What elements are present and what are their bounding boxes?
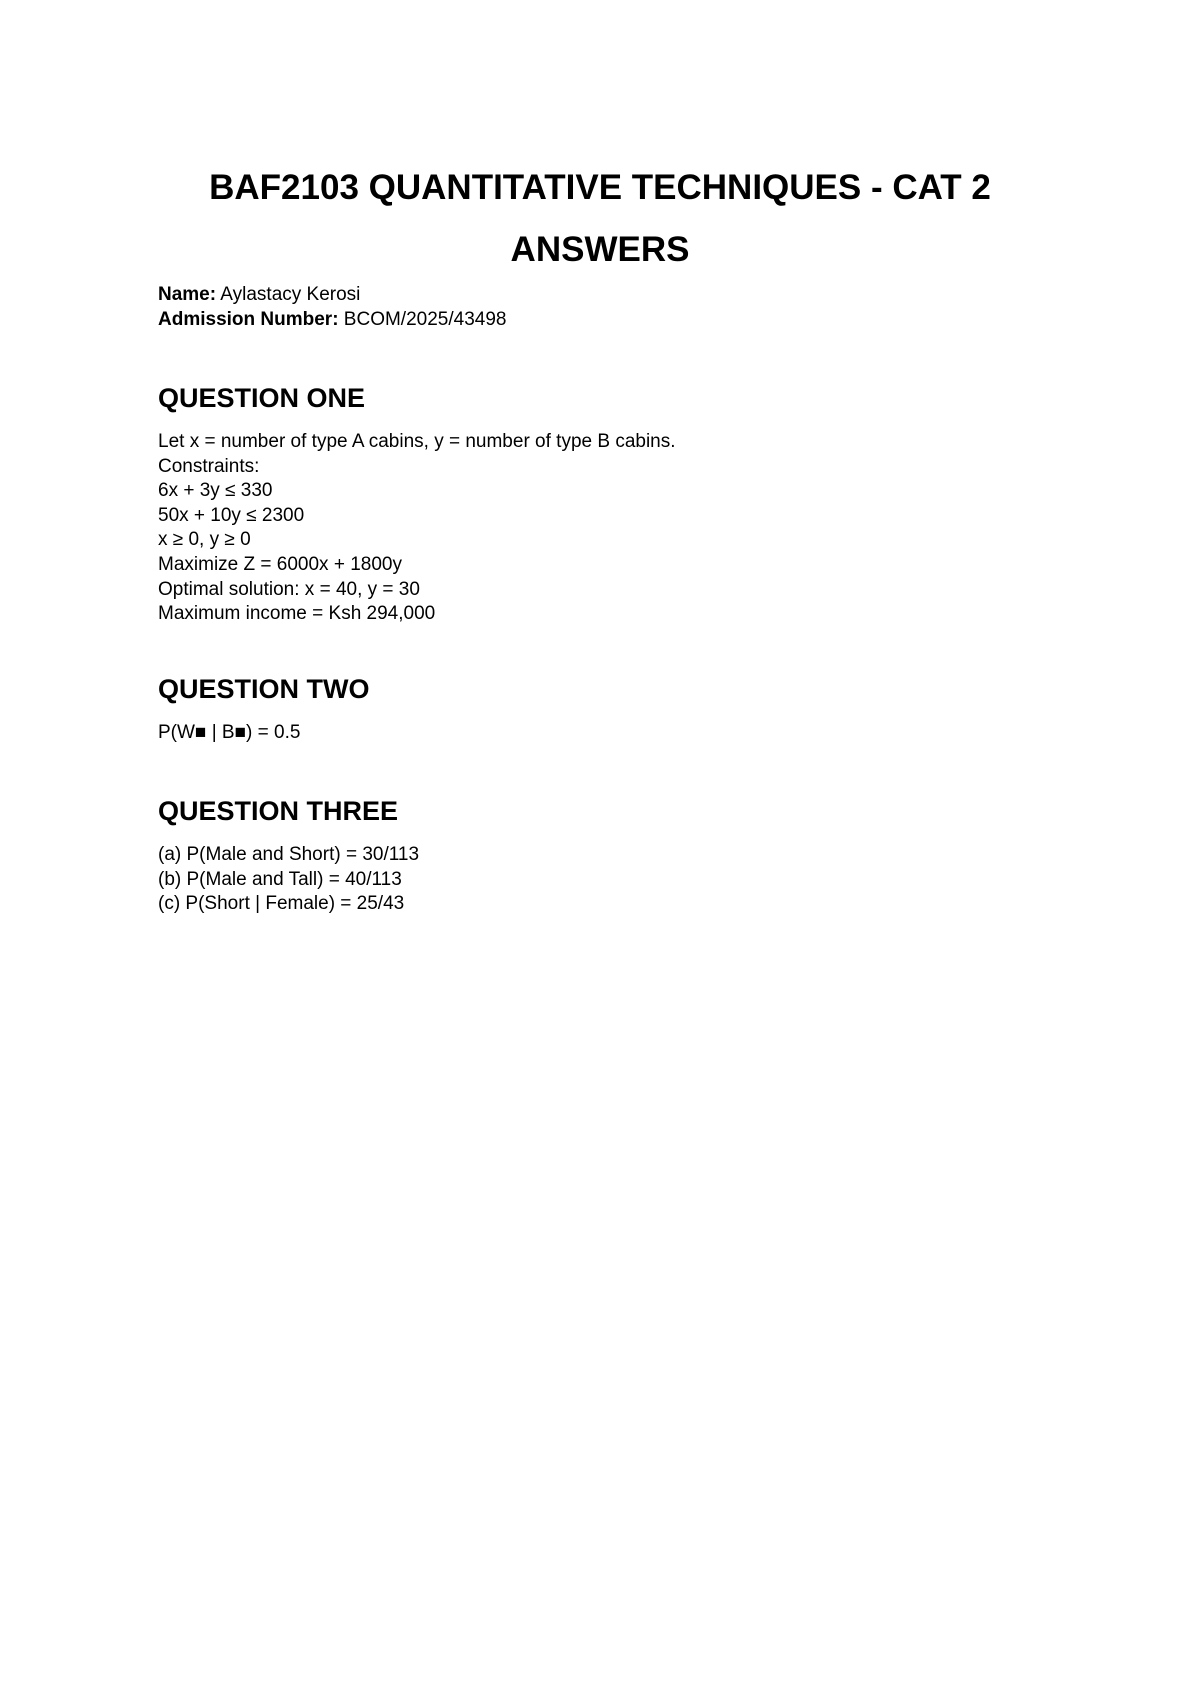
answer-line: 6x + 3y ≤ 330 xyxy=(158,480,273,502)
answer-line: Constraints: xyxy=(158,455,260,477)
question-one-answer xyxy=(158,430,676,627)
answer-line: (c) P(Short | Female) = 25/43 xyxy=(158,893,405,915)
answer-line: P(W■ | B■) = 0.5 xyxy=(158,722,301,743)
document-title xyxy=(100,157,1100,281)
question-three-heading: QUESTION THREE xyxy=(158,796,399,826)
answer-line: Maximize Z = 6000x + 1800y xyxy=(158,553,402,575)
answer-line: Optimal solution: x = 40, y = 30 xyxy=(158,578,420,600)
question-two-heading: QUESTION TWO xyxy=(158,674,370,704)
admission-number-label: Admission Number: xyxy=(158,309,339,330)
answer-line: (a) P(Male and Short) = 30/113 xyxy=(158,844,420,865)
student-name-value: Aylastacy Kerosi xyxy=(216,284,361,305)
admission-number-value: BCOM/2025/43498 xyxy=(338,309,507,330)
answer-line: 50x + 10y ≤ 2300 xyxy=(158,504,305,526)
answer-line: x ≥ 0, y ≥ 0 xyxy=(158,529,251,551)
admission-number-row xyxy=(158,307,506,332)
question-three-answer xyxy=(158,843,419,917)
question-two-answer xyxy=(158,721,300,746)
question-one-heading: QUESTION ONE xyxy=(158,383,366,413)
title-line-2: ANSWERS xyxy=(510,230,690,269)
student-details xyxy=(158,282,506,332)
answer-line: Maximum income = Ksh 294,000 xyxy=(158,603,436,625)
answer-line: Let x = number of type A cabins, y = number of type B cabins. xyxy=(158,431,676,452)
title-line-1: BAF2103 QUANTITATIVE TECHNIQUES - CAT 2 xyxy=(209,168,991,207)
answer-line: (b) P(Male and Tall) = 40/113 xyxy=(158,868,402,890)
student-name-label: Name: xyxy=(158,284,217,305)
student-name-row xyxy=(158,282,506,307)
